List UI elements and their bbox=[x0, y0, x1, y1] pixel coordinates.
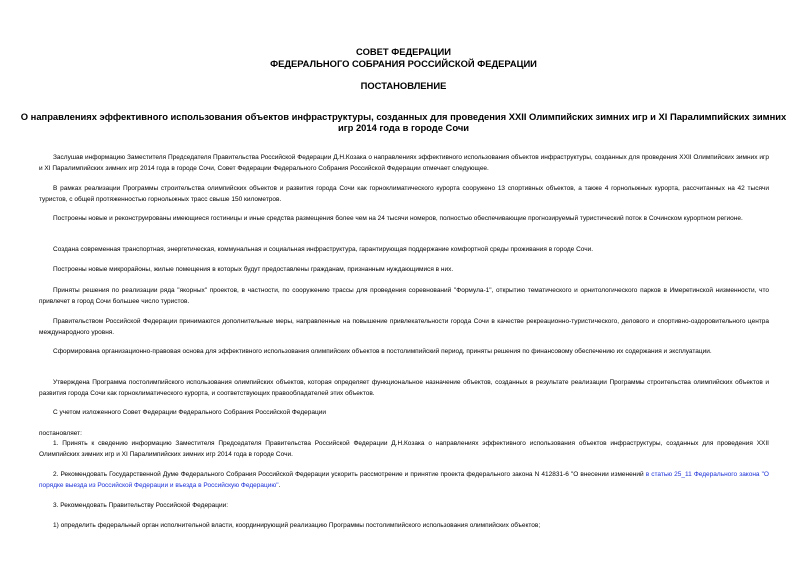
paragraph-6: Приняты решения по реализации ряда "якорных" проектов, в частности, по сооружению трассы для проведения соревнований "Формула-1", открытию тематического и орнитологического парков в Имеретинской низменности, что привлечет в город Сочи большее число туристов. bbox=[39, 287, 769, 306]
resolution-item-3: 3. Рекомендовать Правительству Российской Федерации: bbox=[53, 502, 229, 509]
paragraph-2: В рамках реализации Программы строительства олимпийских объектов и развития города Сочи как горноклиматического курорта сооружено 13 спортивных объектов, а также 4 горнолыжных курорта, рассчитанных на 42 тысячи туристов, с общей протяженностью горнолыжных трасс свыше 150 километров. bbox=[39, 185, 769, 204]
paragraph-resolves: постановляет: bbox=[39, 430, 82, 437]
document-title-line2: игр 2014 года в городе Сочи bbox=[337, 122, 470, 133]
paragraph-5: Построены новые микрорайоны, жилые помещения в которых будут предоставлены гражданам, признанным нуждающимися в них. bbox=[53, 266, 454, 273]
paragraph-9: Утверждена Программа постолимпийского использования олимпийских объектов, которая определяет функциональное назначение объектов, созданных в результате реализации Программы строительства олимпийских объектов и развития города Сочи как горноклиматического курорта, и соответствующих правообладателей этих объектов. bbox=[39, 379, 769, 398]
resolution-item-1: 1. Принять к сведению информацию Заместителя Председателя Правительства Российской Федерации Д.Н.Козака о направлениях эффективного использования объектов инфраструктуры, созданных для проведения XXII Олимпийских зимних игр и XI Паралимпийских зимних игр 2014 года в городе Сочи. bbox=[39, 440, 769, 459]
resolution-item-2 bbox=[39, 469, 769, 492]
resolution-item-2-text: 2. Рекомендовать Государственной Думе Федерального Собрания Российской Федерации ускорить рассмотрение и принятие проекта федерального закона N 412831-6 "О внесении изменений bbox=[53, 471, 646, 478]
law-article-link[interactable]: в статью 25_11 Федерального закона "О порядке выезда из Российской Федерации и въезда в Российскую Федерацию" bbox=[39, 471, 769, 490]
paragraph-7: Правительством Российской Федерации принимаются дополнительные меры, направленные на повышение привлекательности города Сочи в качестве рекреационно-туристического, делового и спортивно-оздоровительного центра международного уровня. bbox=[39, 318, 769, 337]
document-type: ПОСТАНОВЛЕНИЕ bbox=[360, 80, 447, 91]
resolution-item-2-end: . bbox=[278, 482, 281, 490]
paragraph-1: Заслушав информацию Заместителя Председателя Правительства Российской Федерации Д.Н.Козака о направлениях эффективного использования объектов инфраструктуры, созданных для проведения XXII Олимпийских зимних игр и XI Паралимпийских зимних игр 2014 года в городе Сочи, Совет Федерации Федерального Собрания Российской Федерации отмечает следующее. bbox=[39, 154, 769, 173]
paragraph-4: Создана современная транспортная, энергетическая, коммунальная и социальная инфраструктура, гарантирующая поддержание комфортной среды проживания в городе Сочи. bbox=[53, 246, 594, 253]
org-name-line2: ФЕДЕРАЛЬНОГО СОБРАНИЯ РОССИЙСКОЙ ФЕДЕРАЦИИ bbox=[270, 58, 537, 69]
paragraph-8: Сформирована организационно-правовая основа для эффективного использования олимпийских объектов в постолимпийский период, приняты решения по финансовому обеспечению их содержания и эксплуатации. bbox=[53, 348, 712, 355]
paragraph-10: С учетом изложенного Совет Федерации Федерального Собрания Российской Федерации bbox=[53, 409, 326, 416]
resolution-subitem-1: 1) определить федеральный орган исполнительной власти, координирующий реализацию Программы постолимпийского использования олимпийских объектов; bbox=[53, 522, 541, 529]
document-title-line1: О направлениях эффективного использования объектов инфраструктуры, созданных для проведения XXII Олимпийских зимних игр и XI Паралимпийских зимних bbox=[20, 111, 787, 122]
paragraph-3: Построены новые и реконструированы имеющиеся гостиницы и иные средства размещения более чем на 24 тысячи номеров, полностью обеспечивающие прогнозируемый туристический поток в Сочинском курортном регионе. bbox=[53, 215, 743, 222]
org-name-line1: СОВЕТ ФЕДЕРАЦИИ bbox=[356, 46, 451, 57]
